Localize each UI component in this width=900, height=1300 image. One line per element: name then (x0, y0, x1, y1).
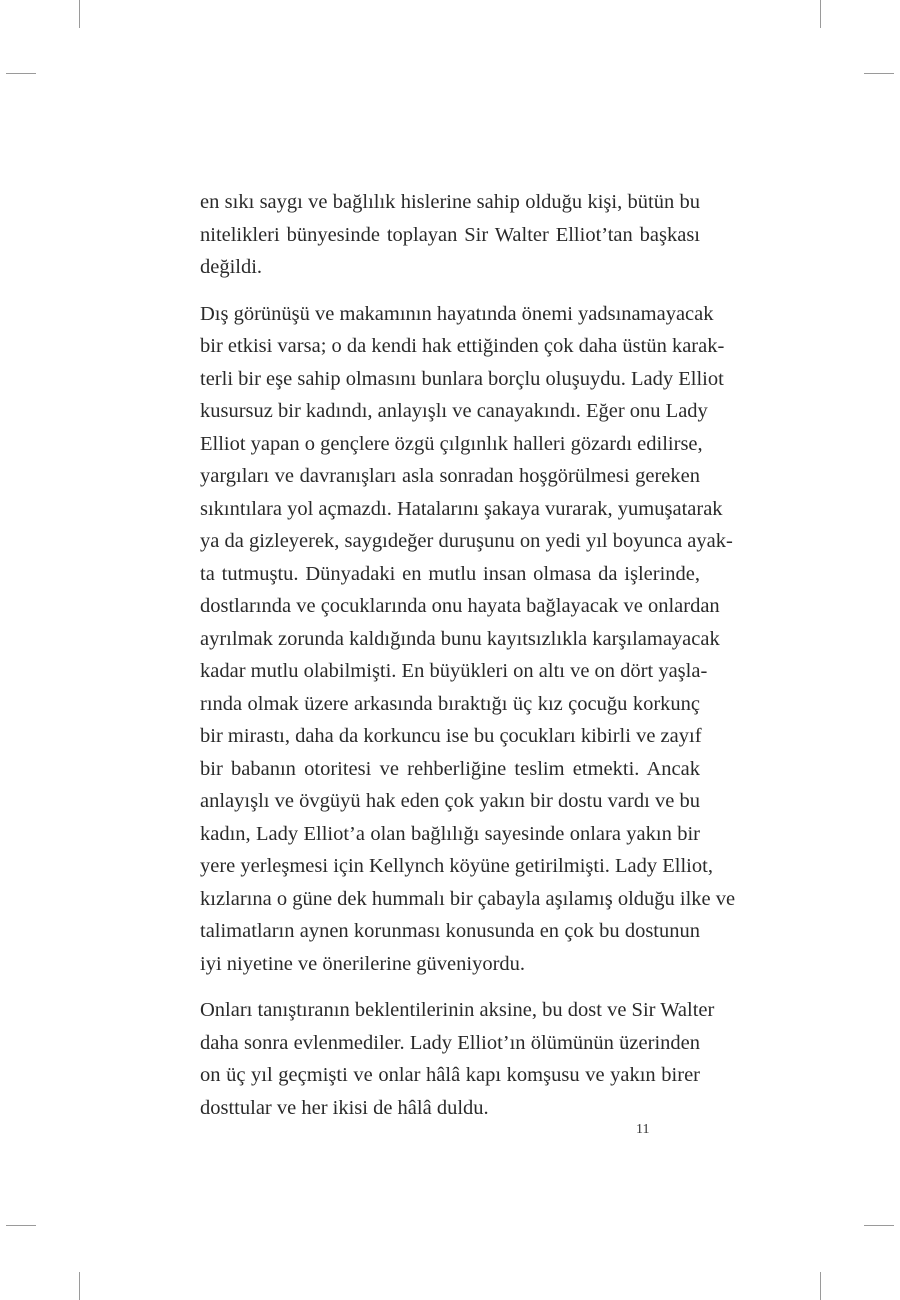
text-line: en sıkı saygı ve bağlılık hislerine sahip olduğu kişi, bütün bu (200, 191, 700, 213)
text-line: kızlarına o güne dek hummalı bir çabayla aşılamış olduğu ilke ve (200, 887, 736, 910)
text-line: nitelikleri bünyesinde toplayan Sir Walter Elliot’tan başkası (200, 223, 700, 246)
text-line: değildi. (200, 256, 263, 278)
text-line: sıkıntılara yol açmazdı. Hatalarını şakaya vurarak, yumuşatarak (200, 497, 723, 520)
text-line: Dış görünüşü ve makamının hayatında önemi yadsınamayacak (200, 302, 714, 325)
text-line: yargıları ve davranışları asla sonradan hoşgörülmesi gereken (200, 465, 700, 487)
text-line: on üç yıl geçmişti ve onlar hâlâ kapı komşusu ve yakın birer (200, 1064, 700, 1086)
crop-mark (79, 0, 80, 28)
text-line: bir etkisi varsa; o da kendi hak ettiğinden çok daha üstün karak- (200, 335, 725, 357)
crop-mark (820, 0, 821, 28)
text-line: kadar mutlu olabilmişti. En büyükleri on altı ve on dört yaşla- (200, 660, 708, 682)
crop-mark (864, 1225, 894, 1226)
text-line: yere yerleşmesi için Kellynch köyüne getirilmişti. Lady Elliot, (200, 855, 713, 877)
text-line: kusursuz bir kadındı, anlayışlı ve canayakındı. Eğer onu Lady (200, 400, 708, 422)
text-line: anlayışlı ve övgüyü hak eden çok yakın bir dostu vardı ve bu (200, 790, 700, 812)
text-line: daha sonra evlenmediler. Lady Elliot’ın ölümünün üzerinden (200, 1031, 700, 1054)
text-line: dostlarında ve çocuklarında onu hayata bağlayacak ve onlardan (200, 595, 720, 617)
crop-mark (820, 1272, 821, 1300)
crop-mark (6, 1225, 36, 1226)
body-text (200, 186, 736, 1138)
text-line: iyi niyetine ve önerilerine güveniyordu. (200, 952, 526, 975)
paragraph-1 (200, 186, 700, 284)
crop-mark (79, 1272, 80, 1300)
page-number: 11 (636, 1122, 650, 1137)
text-line: talimatların aynen korunması konusunda en çok bu dostunun (200, 920, 700, 942)
text-line: ta tutmuştu. Dünyadaki en mutlu insan olmasa da işlerinde, (200, 562, 700, 585)
paragraph-3 (200, 994, 715, 1124)
text-line: rında olmak üzere arkasında bıraktığı üç kız çocuğu korkunç (200, 692, 700, 715)
text-line: ayrılmak zorunda kaldığında bunu kayıtsızlıkla karşılamayacak (200, 627, 720, 650)
text-line: bir babanın otoritesi ve rehberliğine teslim etmekti. Ancak (200, 757, 700, 780)
text-line: dosttular ve her ikisi de hâlâ duldu. (200, 1096, 489, 1119)
text-line: kadın, Lady Elliot’a olan bağlılığı sayesinde onlara yakın bir (200, 822, 700, 845)
crop-mark (864, 73, 894, 74)
text-line: ya da gizleyerek, saygıdeğer duruşunu on yedi yıl boyunca ayak- (200, 530, 733, 552)
text-line: terli bir eşe sahip olmasını bunlara borçlu oluşuydu. Lady Elliot (200, 367, 724, 390)
paragraph-2 (200, 298, 736, 981)
text-line: bir mirastı, daha da korkuncu ise bu çocukları kibirli ve zayıf (200, 725, 702, 747)
text-line: Elliot yapan o gençlere özgü çılgınlık halleri gözardı edilirse, (200, 432, 703, 455)
text-line: Onları tanıştıranın beklentilerinin aksine, bu dost ve Sir Walter (200, 999, 715, 1021)
crop-mark (6, 73, 36, 74)
